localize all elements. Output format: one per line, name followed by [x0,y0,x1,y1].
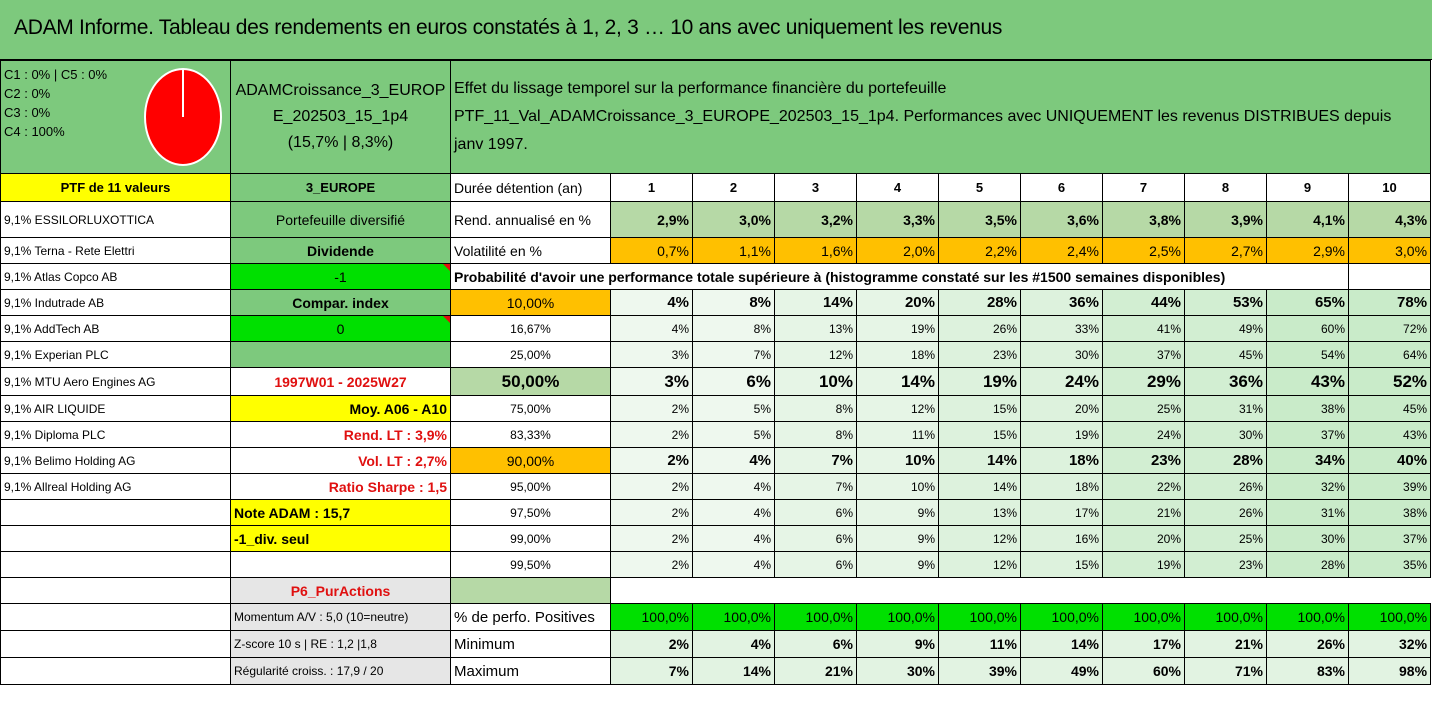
prob-value: 4% [693,552,775,578]
stat-value: 100,0% [693,604,775,631]
returns-table [0,60,1431,685]
prob-value: 25% [1185,526,1267,552]
prob-value: 29% [1103,368,1185,396]
allocation-line: C4 : 100% [4,124,65,139]
empty-cell [1,631,231,658]
prob-value: 8% [693,316,775,342]
vol-value: 2,7% [1185,238,1267,264]
prob-value: 34% [1267,448,1349,474]
side-diversifie: Portefeuille diversifié [231,202,451,238]
table-row [1,290,1431,316]
rend-value: 3,9% [1185,202,1267,238]
stat-label: Minimum [451,631,611,658]
prob-value: 37% [1103,342,1185,368]
stat-value: 14% [1021,631,1103,658]
prob-value: 7% [693,342,775,368]
prob-value: 4% [611,316,693,342]
prob-value: 13% [939,500,1021,526]
prob-value: 36% [1185,368,1267,396]
prob-value: 2% [611,526,693,552]
allocation-line: C2 : 0% [4,86,51,101]
prob-value: 41% [1103,316,1185,342]
table-row [1,658,1431,685]
prob-value: 38% [1349,500,1431,526]
prob-value: 30% [1185,422,1267,448]
prob-value: 6% [693,368,775,396]
side-cell: Note ADAM : 15,7 [231,500,451,526]
holding-name: 9,1% Allreal Holding AG [1,474,231,500]
prob-threshold: 25,00% [451,342,611,368]
prob-value: 49% [1185,316,1267,342]
prob-value: 52% [1349,368,1431,396]
prob-value: 28% [1185,448,1267,474]
side-cell [231,552,451,578]
prob-value: 7% [775,474,857,500]
year-header: 8 [1185,174,1267,202]
stat-value: 100,0% [1103,604,1185,631]
stat-value: 4% [693,631,775,658]
prob-value: 4% [693,448,775,474]
prob-value: 10% [775,368,857,396]
empty-cell [1,500,231,526]
empty-cell [1,552,231,578]
prob-value: 60% [1267,316,1349,342]
table-row [1,316,1431,342]
table-row [1,631,1431,658]
prob-value: 4% [611,290,693,316]
prob-value: 37% [1267,422,1349,448]
prob-value: 2% [611,422,693,448]
empty-cell [611,578,1431,604]
prob-value: 15% [939,422,1021,448]
stat-value: 100,0% [1267,604,1349,631]
allocation-line: C1 : 0% | C5 : 0% [4,67,108,82]
description-line3: janv 1997. [454,136,528,153]
prob-value: 16% [1021,526,1103,552]
prob-value: 2% [611,552,693,578]
prob-value: 8% [775,396,857,422]
stat-value: 6% [775,631,857,658]
table-row [1,422,1431,448]
table-row [1,578,1431,604]
stat-value: 39% [939,658,1021,685]
empty-cell [1349,264,1431,290]
holding-name: 9,1% Diploma PLC [1,422,231,448]
table-row [1,448,1431,474]
prob-value: 7% [775,448,857,474]
stat-value: 100,0% [1021,604,1103,631]
prob-value: 3% [611,368,693,396]
stat-side-label: Momentum A/V : 5,0 (10=neutre) [231,604,451,631]
stat-value: 2% [611,631,693,658]
vol-value: 0,7% [611,238,693,264]
prob-threshold: 75,00% [451,396,611,422]
description-line2: PTF_11_Val_ADAMCroissance_3_EUROPE_202503_15_1p4. Performances avec UNIQUEMENT les revenus DISTRIBUES depuis [454,108,1392,125]
report-title-bar [0,0,1432,60]
rend-value: 3,8% [1103,202,1185,238]
prob-value: 43% [1267,368,1349,396]
prob-threshold: 50,00% [451,368,611,396]
zone-label: 3_EUROPE [231,174,451,202]
duration-label: Durée détention (an) [451,174,611,202]
stat-value: 30% [857,658,939,685]
stat-value: 11% [939,631,1021,658]
rend-value: 4,1% [1267,202,1349,238]
rend-value: 3,6% [1021,202,1103,238]
holding-name: 9,1% Terna - Rete Elettri [1,238,231,264]
prob-value: 9% [857,526,939,552]
prob-value: 14% [857,368,939,396]
empty-cell [1,578,231,604]
holding-name: 9,1% Experian PLC [1,342,231,368]
empty-cell [1,604,231,631]
prob-value: 45% [1185,342,1267,368]
vol-value: 3,0% [1349,238,1431,264]
side-cell [231,342,451,368]
prob-value: 78% [1349,290,1431,316]
table-row [1,342,1431,368]
prob-value: 2% [611,448,693,474]
prob-value: 31% [1267,500,1349,526]
stat-value: 100,0% [775,604,857,631]
stat-value: 83% [1267,658,1349,685]
prob-value: 53% [1185,290,1267,316]
prob-value: 35% [1349,552,1431,578]
vol-value: 2,2% [939,238,1021,264]
stat-side-label: Z-score 10 s | RE : 1,2 |1,8 [231,631,451,658]
prob-value: 20% [857,290,939,316]
prob-value: 15% [939,396,1021,422]
prob-value: 32% [1267,474,1349,500]
empty-cell [451,578,611,604]
stat-value: 21% [775,658,857,685]
prob-value: 12% [775,342,857,368]
prob-value: 20% [1021,396,1103,422]
prob-value: 28% [939,290,1021,316]
prob-threshold: 10,00% [451,290,611,316]
prob-value: 4% [693,526,775,552]
description-line1: Effet du lissage temporel sur la performance financière du portefeuille [454,80,947,97]
prob-value: 39% [1349,474,1431,500]
side-cell: Moy. A06 - A10 [231,396,451,422]
table-row [1,552,1431,578]
stat-label: Maximum [451,658,611,685]
prob-threshold: 90,00% [451,448,611,474]
table-row [1,604,1431,631]
prob-value: 19% [1021,422,1103,448]
prob-value: 72% [1349,316,1431,342]
side-dividende: Dividende [231,238,451,264]
prob-value: 3% [611,342,693,368]
portfolio-name-line1: ADAMCroissance_3_EUROP [235,82,446,99]
prob-value: 12% [939,552,1021,578]
side-cell: 0 [231,316,451,342]
table-row [1,526,1431,552]
prob-value: 9% [857,500,939,526]
stat-value: 7% [611,658,693,685]
prob-value: 5% [693,396,775,422]
description-cell [451,61,1431,174]
prob-value: 11% [857,422,939,448]
year-header: 3 [775,174,857,202]
prob-value: 30% [1267,526,1349,552]
prob-value: 37% [1349,526,1431,552]
side-minus1: -1 [231,264,451,290]
prob-value: 19% [1103,552,1185,578]
stat-value: 49% [1021,658,1103,685]
prob-value: 28% [1267,552,1349,578]
vol-value: 2,9% [1267,238,1349,264]
year-header: 10 [1349,174,1431,202]
prob-value: 6% [775,552,857,578]
prob-value: 40% [1349,448,1431,474]
prob-value: 22% [1103,474,1185,500]
table-row [1,202,1431,238]
prob-threshold: 83,33% [451,422,611,448]
vol-value: 2,0% [857,238,939,264]
stat-value: 100,0% [1349,604,1431,631]
prob-value: 4% [693,500,775,526]
stat-side-label: Régularité croiss. : 17,9 / 20 [231,658,451,685]
table-row [1,474,1431,500]
prob-value: 2% [611,500,693,526]
table-row [1,500,1431,526]
rend-label: Rend. annualisé en % [451,202,611,238]
table-row [1,174,1431,202]
stat-value: 21% [1185,631,1267,658]
prob-threshold: 99,00% [451,526,611,552]
ptf-label: PTF de 11 valeurs [1,174,231,202]
prob-value: 12% [857,396,939,422]
portfolio-name-line2: E_202503_15_1p4 [272,108,409,125]
table-row [1,396,1431,422]
prob-value: 8% [775,422,857,448]
prob-value: 4% [693,474,775,500]
prob-threshold: 95,00% [451,474,611,500]
year-header: 4 [857,174,939,202]
prob-value: 24% [1021,368,1103,396]
prob-value: 23% [1103,448,1185,474]
prob-value: 33% [1021,316,1103,342]
prob-value: 18% [1021,474,1103,500]
prob-value: 5% [693,422,775,448]
stat-value: 32% [1349,631,1431,658]
year-header: 1 [611,174,693,202]
prob-value: 20% [1103,526,1185,552]
prob-threshold: 97,50% [451,500,611,526]
prob-value: 26% [1185,474,1267,500]
prob-value: 6% [775,500,857,526]
year-header: 5 [939,174,1021,202]
side-cell: Rend. LT : 3,9% [231,422,451,448]
stat-value: 100,0% [939,604,1021,631]
prob-title: Probabilité d'avoir une performance totale supérieure à (histogramme constaté sur les #1500 semaines disponibles) [451,264,1267,290]
stat-value: 17% [1103,631,1185,658]
prob-value: 30% [1021,342,1103,368]
prob-value: 45% [1349,396,1431,422]
vol-value: 2,4% [1021,238,1103,264]
prob-value: 10% [857,448,939,474]
p6-label: P6_PurActions [231,578,451,604]
side-cell: Vol. LT : 2,7% [231,448,451,474]
table-row [1,264,1431,290]
rend-value: 3,2% [775,202,857,238]
year-header: 2 [693,174,775,202]
prob-value: 17% [1021,500,1103,526]
stat-value: 100,0% [611,604,693,631]
stat-value: 100,0% [1185,604,1267,631]
prob-value: 43% [1349,422,1431,448]
stat-value: 100,0% [857,604,939,631]
stat-value: 98% [1349,658,1431,685]
holding-name: 9,1% AIR LIQUIDE [1,396,231,422]
prob-value: 21% [1103,500,1185,526]
prob-value: 23% [1185,552,1267,578]
rend-value: 2,9% [611,202,693,238]
prob-value: 9% [857,552,939,578]
prob-value: 65% [1267,290,1349,316]
prob-value: 2% [611,396,693,422]
prob-value: 54% [1267,342,1349,368]
holding-name: 9,1% Belimo Holding AG [1,448,231,474]
prob-value: 44% [1103,290,1185,316]
year-header: 9 [1267,174,1349,202]
prob-threshold: 16,67% [451,316,611,342]
stat-value: 26% [1267,631,1349,658]
prob-value: 15% [1021,552,1103,578]
stat-value: 14% [693,658,775,685]
stat-value: 60% [1103,658,1185,685]
prob-value: 6% [775,526,857,552]
holding-name: 9,1% MTU Aero Engines AG [1,368,231,396]
prob-value: 14% [939,474,1021,500]
stat-label: % de perfo. Positives [451,604,611,631]
stat-value: 9% [857,631,939,658]
prob-value: 10% [857,474,939,500]
prob-value: 14% [939,448,1021,474]
prob-value: 2% [611,474,693,500]
side-cell: -1_div. seul [231,526,451,552]
prob-value: 23% [939,342,1021,368]
year-header: 7 [1103,174,1185,202]
prob-value: 19% [857,316,939,342]
table-row [1,238,1431,264]
prob-value: 13% [775,316,857,342]
empty-cell [1,658,231,685]
prob-value: 25% [1103,396,1185,422]
empty-cell [1267,264,1349,290]
holding-name: 9,1% AddTech AB [1,316,231,342]
prob-threshold: 99,50% [451,552,611,578]
portfolio-perf: (15,7% | 8,3%) [287,134,394,151]
allocation-line: C3 : 0% [4,105,51,120]
prob-value: 64% [1349,342,1431,368]
table-row [1,368,1431,396]
prob-value: 26% [1185,500,1267,526]
prob-value: 26% [939,316,1021,342]
holding-name: 9,1% Indutrade AB [1,290,231,316]
prob-value: 24% [1103,422,1185,448]
holding-name: 9,1% Atlas Copco AB [1,264,231,290]
prob-value: 31% [1185,396,1267,422]
vol-value: 1,1% [693,238,775,264]
allocation-cell [1,61,231,174]
allocation-pie-chart [143,67,223,167]
vol-label: Volatilité en % [451,238,611,264]
rend-value: 3,0% [693,202,775,238]
side-cell: Compar. index [231,290,451,316]
prob-value: 18% [1021,448,1103,474]
holding-name: 9,1% ESSILORLUXOTTICA [1,202,231,238]
prob-value: 19% [939,368,1021,396]
prob-value: 36% [1021,290,1103,316]
prob-value: 18% [857,342,939,368]
vol-value: 1,6% [775,238,857,264]
rend-value: 3,5% [939,202,1021,238]
rend-value: 4,3% [1349,202,1431,238]
vol-value: 2,5% [1103,238,1185,264]
prob-value: 38% [1267,396,1349,422]
rend-value: 3,3% [857,202,939,238]
side-cell: Ratio Sharpe : 1,5 [231,474,451,500]
prob-value: 14% [775,290,857,316]
stat-value: 71% [1185,658,1267,685]
empty-cell [1,526,231,552]
portfolio-name-cell [231,61,451,174]
side-cell: 1997W01 - 2025W27 [231,368,451,396]
prob-value: 8% [693,290,775,316]
report-title: ADAM Informe. Tableau des rendements en euros constatés à 1, 2, 3 … 10 ans avec uniquement les revenus [14,16,1003,39]
prob-value: 12% [939,526,1021,552]
year-header: 6 [1021,174,1103,202]
